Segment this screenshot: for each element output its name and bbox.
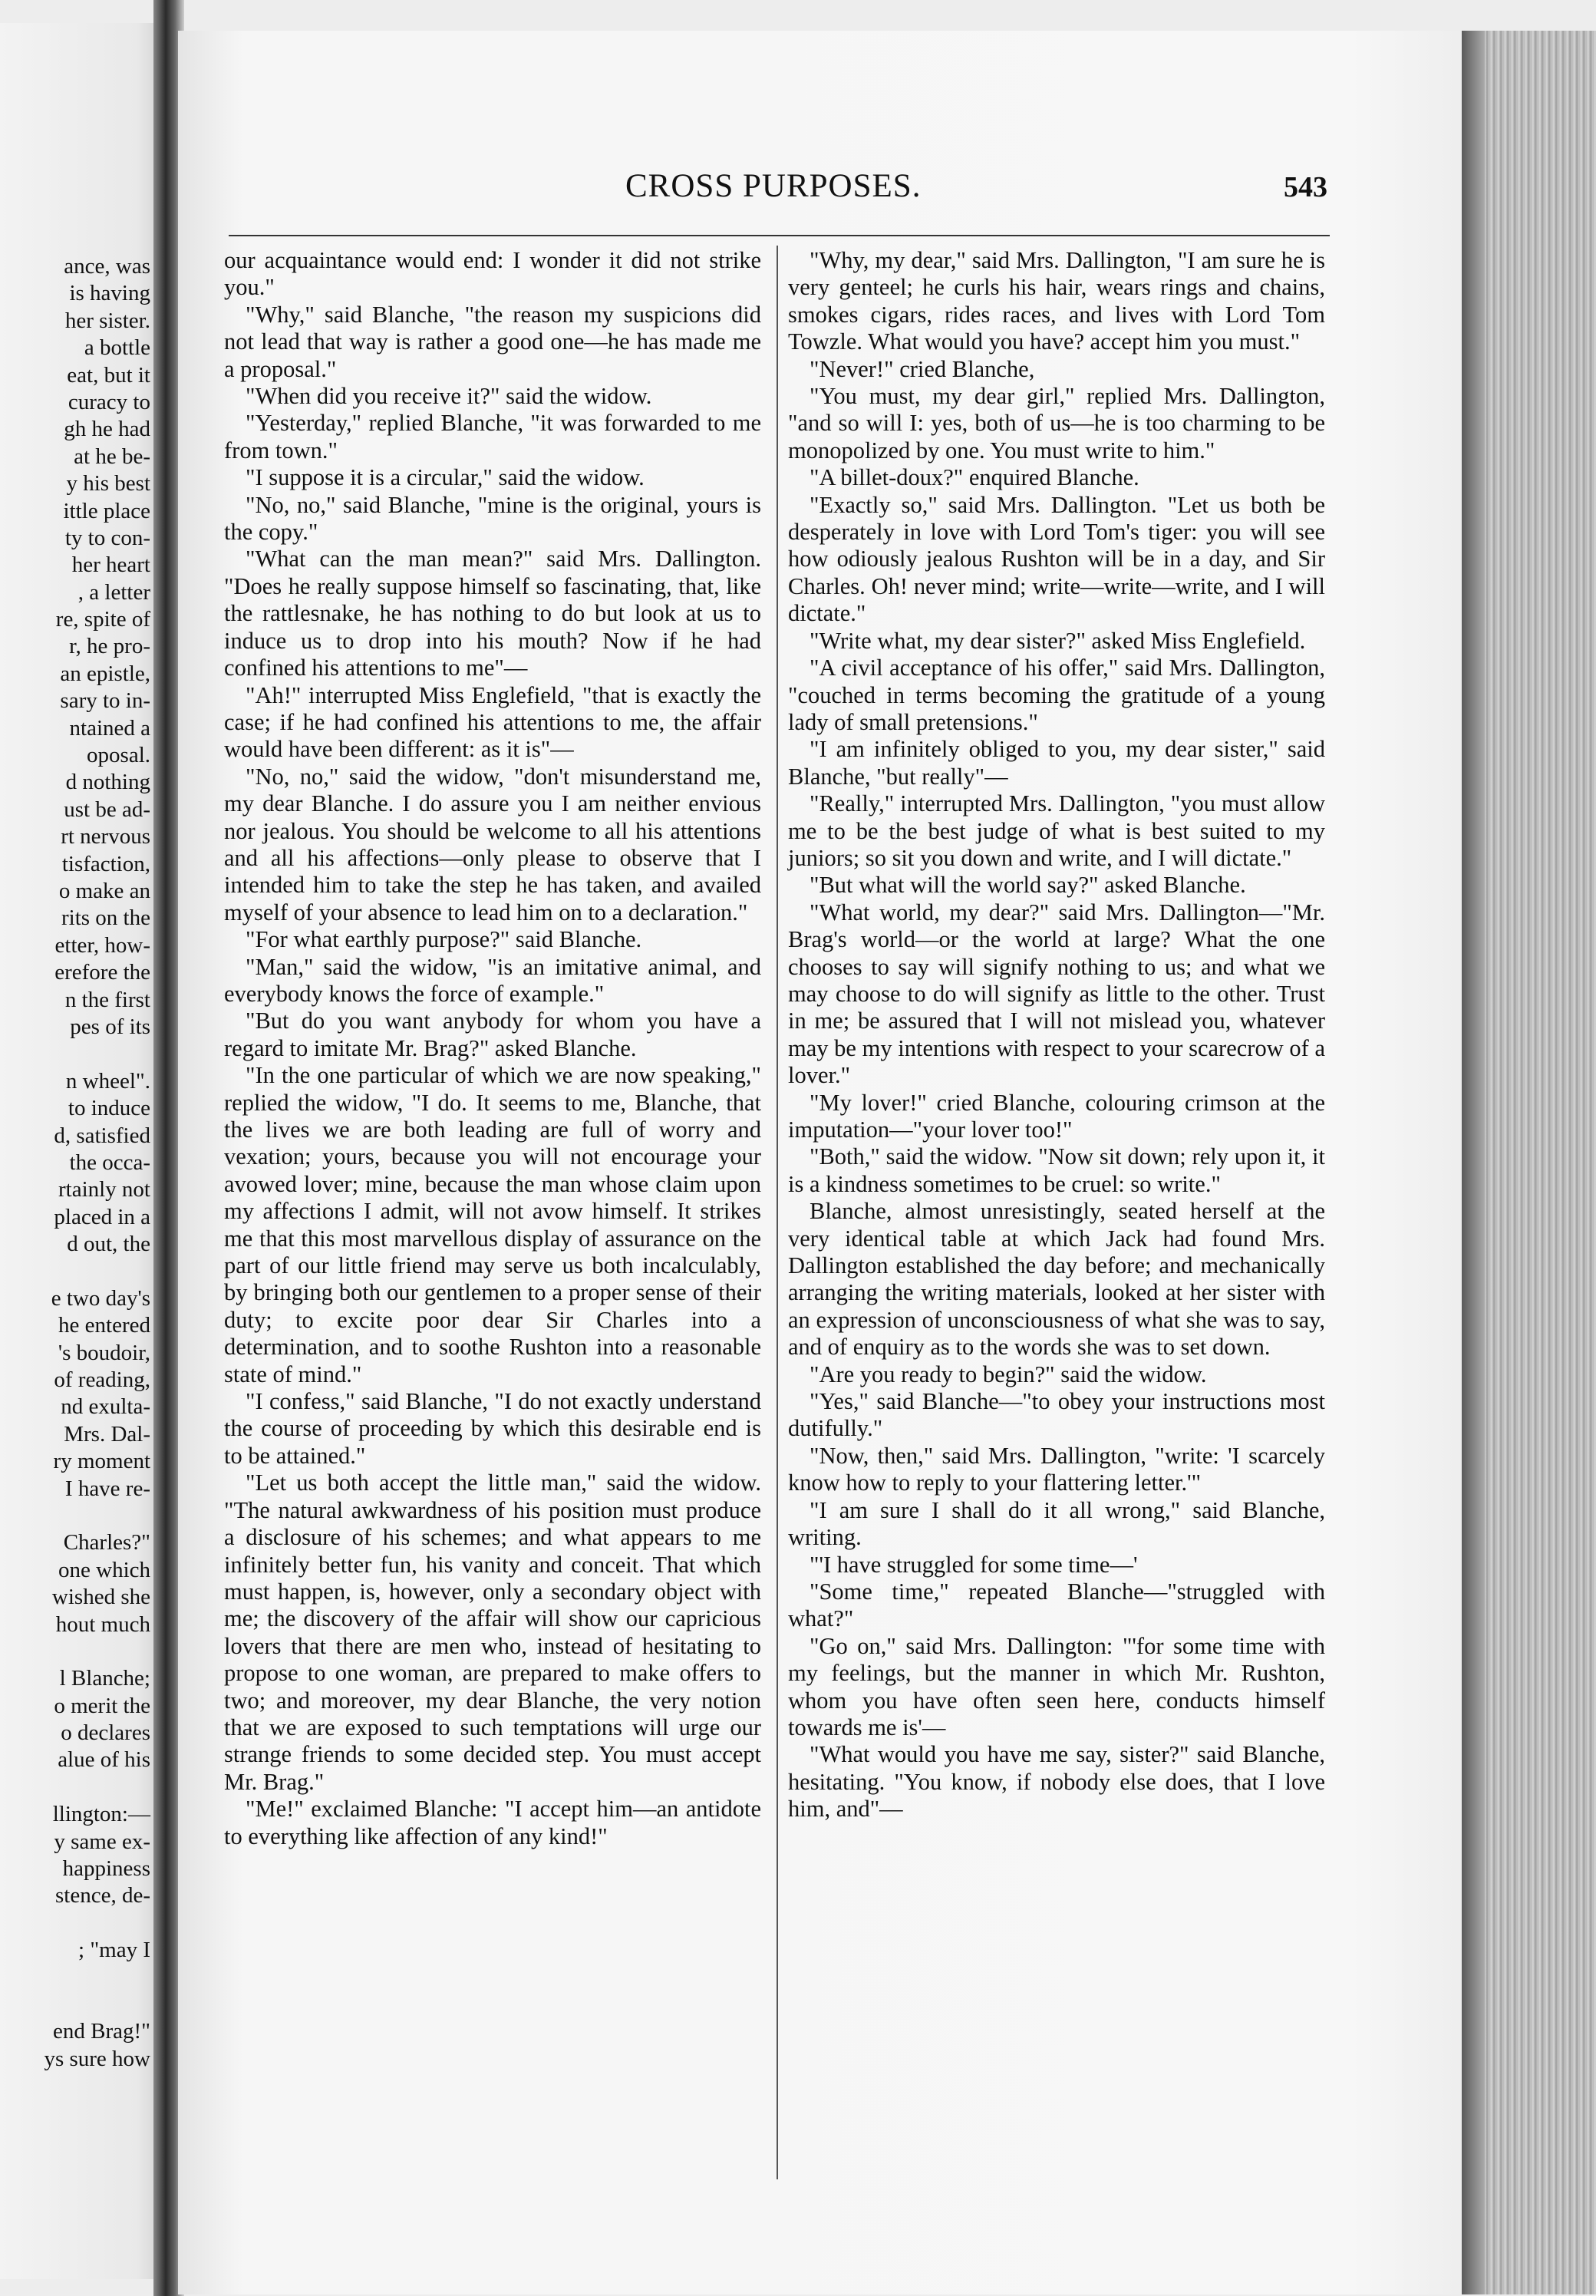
left-page-line: ry moment — [53, 1449, 150, 1474]
left-page-line: etter, how- — [54, 932, 150, 958]
left-page-text-fragments — [0, 253, 161, 2073]
paragraph: "Some time," repeated Blanche—"struggled with what?" — [788, 1578, 1325, 1632]
paragraph: Blanche, almost unresistingly, seated herself at the very identical table at which Jack had found Mrs. Dallington established the day before; and mechanically arranging the writing materials, looked at her sister with an expression of unconsciousness of what she was to say, and of enquiry as to the words she was to set down. — [788, 1198, 1325, 1361]
left-page-line: wished she — [51, 1585, 150, 1610]
left-page-line: at he be- — [74, 444, 150, 469]
left-page-line: rits on the — [61, 906, 150, 931]
left-page-line: d nothing — [65, 770, 150, 795]
page-number: 543 — [1284, 171, 1327, 203]
left-page-line: ys sure how — [44, 2046, 150, 2071]
left-page-line: happiness — [62, 1856, 150, 1882]
left-page-line: re, spite of — [55, 607, 150, 632]
paragraph: "I confess," said Blanche, "I do not exactly understand the course of proceeding by which this desirable end is to be attained." — [224, 1388, 761, 1469]
left-page-line: ance, was — [64, 254, 150, 279]
left-page-line — [0, 1964, 161, 1991]
left-page-line — [0, 1638, 161, 1665]
left-page-line: o merit the — [54, 1693, 150, 1718]
left-page-line: sary to in- — [60, 688, 150, 714]
paragraph: "What would you have me say, sister?" said Blanche, hesitating. "You know, if nobody else does, that I love him, and"— — [788, 1741, 1325, 1823]
page-header — [230, 167, 1327, 213]
paragraph: "Go on," said Mrs. Dallington: "'for some time with my feelings, but the manner in which Mr. Rushton, whom you have often seen here, conducts himself towards me is'— — [788, 1632, 1325, 1740]
running-title: CROSS PURPOSES. — [625, 168, 922, 204]
paragraph: "Yesterday," replied Blanche, "it was forwarded to me from town." — [224, 410, 761, 463]
paragraph: "Never!" cried Blanche, — [810, 355, 1035, 382]
paragraph: "In the one particular of which we are now speaking," replied the widow, "I do. It seems to me, Blanche, that the lives we are both leading are full of worry and vexation; yours, because you will not encourage your avowed lover; mine, because the man whose claim upon my affections I admit, will not avow himself. It strikes me that this most marvellous display of assurance on the part of our little friend may serve us both incalculably, by bringing both our gentlemen to a proper sense of their duty; to excite poor dear Sir Charles into a determination, and to soothe Rushton into a reasonable state of mind." — [224, 1062, 761, 1387]
left-page-line: ittle place — [63, 498, 150, 523]
left-page-line: to induce — [68, 1096, 150, 1121]
left-page-line: end Brag!" — [53, 2019, 150, 2044]
left-page-line: erefore the — [54, 960, 150, 985]
paragraph: "Man," said the widow, "is an imitative animal, and everybody knows the force of example." — [224, 953, 761, 1007]
left-page-line: of reading, — [54, 1367, 150, 1393]
paragraph: "Let us both accept the little man," said the widow. "The natural awkwardness of his position must produce a disclosure of his schemes; and what appears to me infinitely better fun, his vanity and conceit. That which must happen, is, however, only a secondary object with me; the discovery of the affair will show our capricious lovers that there are men who, instead of hesitating to propose to one woman, are prepared to make offers to two; and moreover, my dear Blanche, the very notion that we are exposed to such temptations will urge our strange friends to some decided step. You must accept Mr. Brag." — [224, 1470, 761, 1795]
paragraph: "I suppose it is a circular," said the widow. — [246, 464, 645, 491]
paragraph: "What can the man mean?" said Mrs. Dallington. "Does he really suppose himself so fascinating, that, like the rattlesnake, he has nothing to do but look at us to induce us to drop into his mouth? Now if he had confined his attentions to me"— — [224, 546, 761, 681]
paragraph: "No, no," said Blanche, "mine is the original, yours is the copy." — [224, 491, 761, 546]
left-page-line: her heart — [71, 553, 150, 578]
left-page-line: one which — [58, 1557, 150, 1582]
paragraph: "Both," said the widow. "Now sit down; rely upon it, it is a kindness sometimes to be cruel: so write." — [788, 1143, 1325, 1197]
paragraph: our acquaintance would end: I wonder it did not strike you." — [224, 247, 761, 301]
left-page-line: stence, de- — [55, 1883, 150, 1908]
paragraph: "When did you receive it?" said the widow. — [246, 383, 652, 410]
left-page-line: gh he had — [64, 417, 150, 442]
left-page-line: hout much — [55, 1611, 150, 1637]
paragraph: "Ah!" interrupted Miss Englefield, "that is exactly the case; if he had confined his attentions to me, the affair would have been different: as it is"— — [224, 681, 761, 763]
paragraph: "For what earthly purpose?" said Blanche. — [246, 926, 642, 953]
left-page-line: I have re- — [64, 1476, 150, 1501]
left-page-line: is having — [69, 281, 150, 306]
left-page-line: ty to con- — [64, 525, 150, 550]
left-page-line: o declares — [61, 1720, 150, 1746]
left-page-line: e two day's — [51, 1285, 150, 1311]
text-column-right — [788, 247, 1325, 1823]
left-page-line: l Blanche; — [59, 1666, 150, 1691]
book-page-edges — [1462, 31, 1596, 2294]
left-page-line: d out, the — [67, 1232, 150, 1257]
left-page-line: rtainly not — [58, 1177, 150, 1202]
left-page-line: alue of his — [58, 1747, 150, 1773]
paragraph: "I am sure I shall do it all wrong," said Blanche, writing. — [788, 1496, 1325, 1551]
left-page-line: llington:— — [52, 1802, 150, 1827]
paragraph: "No, no," said the widow, "don't misunderstand me, my dear Blanche. I do assure you I am neither envious nor jealous. You should be welcome to all his attentions and all his affections—only please to observe that I intended him to take the step he has taken, and availed myself of your absence to lead him on to a declaration." — [224, 763, 761, 925]
paragraph: "But what will the world say?" asked Blanche. — [810, 872, 1246, 899]
left-page-line: her sister. — [64, 308, 150, 333]
paragraph: "Really," interrupted Mrs. Dallington, "you must allow me to be the best judge of what is best suited to my juniors; so sit you down and write, and I will dictate." — [788, 790, 1325, 871]
left-page-line: eat, but it — [67, 362, 150, 388]
left-page-line: Charles?" — [63, 1530, 150, 1555]
left-page-line: ntained a — [69, 715, 150, 741]
left-page-line: d, satisfied — [54, 1123, 150, 1148]
left-page-line: rt nervous — [61, 824, 150, 849]
left-page-line — [0, 1910, 161, 1937]
left-page-line: n the first — [64, 987, 150, 1012]
header-rule — [229, 235, 1330, 236]
paragraph: "You must, my dear girl," replied Mrs. Dallington, "and so will I: yes, both of us—he is too charming to be monopolized by one. You must write to him." — [788, 383, 1325, 463]
left-page-line: , a letter — [77, 579, 150, 605]
paragraph: "Exactly so," said Mrs. Dallington. "Let us both be desperately in love with Lord Tom's tiger: you will see how odiously jealous Rushton will be in a day, and Sir Charles. Oh! never mind; write—write—write, and I will dictate." — [788, 491, 1325, 627]
left-page-line: 's boudoir, — [58, 1340, 150, 1365]
left-page-line: n wheel". — [65, 1068, 150, 1094]
paragraph: "But do you want anybody for whom you have a regard to imitate Mr. Brag?" asked Blanche. — [224, 1008, 761, 1061]
left-page-line — [0, 1774, 161, 1801]
paragraph: "Why," said Blanche, "the reason my suspicions did not lead that way is rather a good one—he has made me a proposal." — [224, 301, 761, 382]
paragraph: "My lover!" cried Blanche, colouring crimson at the imputation—"your lover too!" — [788, 1089, 1325, 1143]
paragraph: "Write what, my dear sister?" asked Miss Englefield. — [810, 627, 1306, 654]
paragraph: "Me!" exclaimed Blanche: "I accept him—an antidote to everything like affection of any kind!" — [224, 1796, 761, 1849]
left-page-line: Mrs. Dal- — [64, 1421, 150, 1447]
paragraph: "'I have struggled for some time—' — [810, 1551, 1138, 1578]
left-page-line — [0, 1991, 161, 2018]
paragraph: "Are you ready to begin?" said the widow. — [810, 1361, 1207, 1387]
paragraph: "A billet-doux?" enquired Blanche. — [810, 464, 1139, 491]
left-page-line — [0, 1258, 161, 1285]
left-page-line: a bottle — [84, 335, 150, 361]
paragraph: "Yes," said Blanche—"to obey your instructions most dutifully." — [788, 1388, 1325, 1442]
left-page-line: he entered — [58, 1313, 150, 1338]
left-page-line — [0, 1041, 161, 1067]
left-facing-page — [0, 23, 161, 2279]
paragraph: "A civil acceptance of his offer," said Mrs. Dallington, "couched in terms becoming the gratitude of a young lady of small pretensions." — [788, 655, 1325, 735]
left-page-line: tisfaction, — [61, 851, 150, 876]
left-page-line: o make an — [58, 878, 150, 903]
paragraph: "I am infinitely obliged to you, my dear sister," said Blanche, "but really"— — [788, 736, 1325, 790]
paragraph: "What world, my dear?" said Mrs. Dallington—"Mr. Brag's world—or the world at large? What the one chooses to say will signify nothing to us; and what we may choose to do will signify as little to the other. Trust in me; be assured that I will not mislead you, whatever may be my intentions with respect to your scarecrow of a lover." — [788, 899, 1325, 1089]
left-page-line: r, he pro- — [69, 634, 150, 659]
left-page-line: placed in a — [54, 1204, 150, 1229]
left-page-line: nd exulta- — [61, 1394, 150, 1420]
left-page-line: an epistle, — [60, 661, 150, 686]
left-page-line: y same ex- — [54, 1829, 150, 1854]
left-page-line: ust be ad- — [64, 797, 150, 822]
left-page-line: ; "may I — [78, 1938, 150, 1963]
left-page-line: curacy to — [68, 389, 150, 414]
left-page-line: pes of its — [70, 1014, 150, 1039]
left-page-line: the occa- — [69, 1150, 150, 1175]
paragraph: "Now, then," said Mrs. Dallington, "write: 'I scarcely know how to reply to your flattering letter.'" — [788, 1442, 1325, 1496]
text-column-left — [224, 247, 761, 1850]
left-page-line: y his best — [66, 471, 150, 496]
left-page-line: oposal. — [87, 743, 150, 768]
paragraph: "Why, my dear," said Mrs. Dallington, "I am sure he is very genteel; he curls his hair, wears rings and chains, smokes cigars, rides races, and lives with Lord Tom Towzle. What would you have? accept him you must." — [788, 247, 1325, 355]
column-divider — [777, 246, 778, 2179]
left-page-line — [0, 1503, 161, 1529]
